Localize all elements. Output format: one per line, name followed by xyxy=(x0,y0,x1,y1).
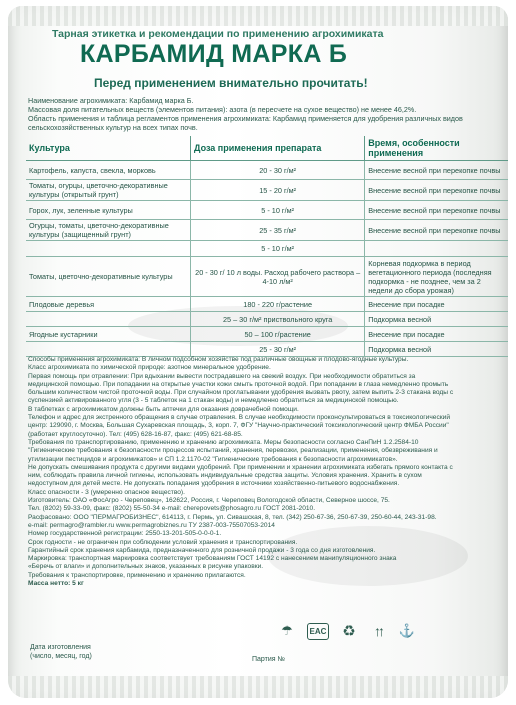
cell-time: Внесение весной при перекопке почвы xyxy=(365,201,508,220)
cell-time xyxy=(365,241,508,257)
cell-dose: 25 - 35 г/м² xyxy=(191,220,365,241)
cell-dose: 20 - 30 г/ 10 л воды. Расход рабочего раствора – 4-10 л/м² xyxy=(191,257,365,297)
body-line: Изготовитель: ОАО «ФосАгро - Череповец», 162622, Россия, г. Череповец Вологодской области, Северное шоссе, 75. xyxy=(28,497,390,505)
body-line: недоступном для детей месте. Не допускать попадания удобрения в источники хозяйственно-питьевого водоснабжения. xyxy=(28,480,400,488)
table-row xyxy=(26,161,508,180)
cell-crop: Горох, лук, зеленные культуры xyxy=(26,201,191,220)
cell-dose: 5 - 10 г/м² xyxy=(191,201,365,220)
table-row xyxy=(26,257,508,297)
body-line: e-mail: permagro@rambler.ru www.permagrobiznes.ru ТУ 2387-003-75507053-2014 xyxy=(28,521,275,529)
table-row xyxy=(26,220,508,241)
fertilizer-bag xyxy=(8,6,508,698)
body-line: Требования по транспортированию, применению и хранению агрохимиката. Меры безопасности согласно СанПиН 1.2.2584-10 xyxy=(28,438,419,446)
table-header-row xyxy=(26,136,508,161)
cell-crop xyxy=(26,342,191,357)
body-line: большим количеством чистой проточной воды. При случайном проглатывании удобрения вызвать рвоту, затем выпить 2-3 стакана воды с xyxy=(28,389,454,397)
body-line: центр: 129090, г. Москва, Большая Сухаревская площадь, 3, корп. 7, ФГУ "Научно-практический токсикологический центр ФМБА России" xyxy=(28,422,449,430)
eac-mark-icon: EAC xyxy=(307,623,329,640)
body-line: Не допускать смешивания продукта с другими видами удобрений. При применении и хранении агрохимиката избегать прямого контакта с xyxy=(28,463,453,471)
cell-crop: Томаты, огурцы, цветочно-декоративные культуры (открытый грунт) xyxy=(26,180,191,201)
top-seam xyxy=(8,6,508,26)
instructions-text xyxy=(28,356,508,588)
body-line: (работает круглосуточно). Тел: (495) 628-16-87, факс: (495) 621-68-85. xyxy=(28,430,243,438)
body-line: Способы применения агрохимиката: В личном подсобном хозяйстве под различные овощные и плодово-ягодные культуры. xyxy=(28,356,409,363)
table-row xyxy=(26,180,508,201)
table-row xyxy=(26,201,508,220)
cell-time: Внесение весной при перекопке почвы xyxy=(365,161,508,180)
cell-crop: Плодовые деревья xyxy=(26,297,191,312)
body-line: Тел. (8202) 59-33-09, факс: (8202) 55-50-34 e-mail: cherepovets@phosagro.ru ГОСТ 2081-2010. xyxy=(28,505,316,513)
read-warning: Перед применением внимательно прочитать! xyxy=(94,76,368,90)
intro-line: Область применения и таблица регламентов применения агрохимиката: Карбамид применяется для удобрения различных видов xyxy=(28,114,463,123)
body-line: Класс опасности - 3 (умеренно опасное вещество). xyxy=(28,488,185,496)
date-label-line: Дата изготовления xyxy=(30,644,91,651)
cell-time: Внесение весной при перекопке почвы xyxy=(365,180,508,201)
intro-line: Массовая доля питательных веществ (элементов питания): азота (в пересчете на сухое вещество) не менее 46,2%. xyxy=(28,105,417,114)
no-hook-icon: ⚓ xyxy=(398,623,416,638)
body-line: Класс агрохимиката по химической природе: азотное минеральное удобрение. xyxy=(28,364,271,372)
body-line: Гарантийный срок хранения карбамида, предназначенного для розничной продажи - 3 года со дня изготовления. xyxy=(28,546,376,554)
cell-dose: 180 - 220 г/растение xyxy=(191,297,365,312)
body-line: Первая помощь при отравлении: При вдыхании вывести пострадавшего на свежий воздух. При необходимости обратиться за xyxy=(28,372,416,380)
cell-dose: 50 – 100 г/растение xyxy=(191,327,365,342)
body-line: «Беречь от влаги» и дополнительных знаков, указанных в рисунке упаковки. xyxy=(28,563,264,571)
cell-dose: 20 - 30 г/м² xyxy=(191,161,365,180)
cell-crop xyxy=(26,312,191,327)
label-subtitle: Тарная этикетка и рекомендации по применению агрохимиката xyxy=(52,28,384,40)
table-row xyxy=(26,241,508,257)
cell-time: Внесение при посадке xyxy=(365,327,508,342)
product-label xyxy=(24,24,501,672)
cell-crop: Картофель, капуста, свекла, морковь xyxy=(26,161,191,180)
cell-dose: 25 - 30 г/м² xyxy=(191,342,365,357)
this-way-up-icon: ↑↑ xyxy=(374,623,382,639)
packaging-icons xyxy=(278,620,416,642)
recycle-icon: ♻ xyxy=(342,623,356,640)
intro-text xyxy=(28,96,508,132)
product-title: КАРБАМИД МАРКА Б xyxy=(80,40,348,68)
header-crop: Культура xyxy=(26,136,191,161)
cell-dose: 25 – 30 г/м² приствольного круга xyxy=(191,312,365,327)
body-line: Номер государственной регистрации: 2550-13-201-505-0-0-0-1. xyxy=(28,530,222,538)
cell-crop xyxy=(26,241,191,257)
manufacture-date-label xyxy=(30,644,92,661)
body-line: В таблетках с агрохимикатом должны быть аптечки для оказания доврачебной помощи. xyxy=(28,405,299,413)
body-line: медицинской помощью. При попадании на открытые участки кожи смыть проточной водой. При попадании в глаза немедленно промыть xyxy=(28,380,449,388)
cell-dose: 15 - 20 г/м² xyxy=(191,180,365,201)
table-row xyxy=(26,297,508,312)
body-line: ним, соблюдать правила личной гигиены, использовать индивидуальные средства защиты. Условия хранения. Хранить в сухом xyxy=(28,472,422,480)
cell-time: Подкормка весной xyxy=(365,312,508,327)
body-line: утилизации пестицидов и агрохимикатов» и СП 1.2.1170-02 "Гигиенические требования к безопасности агрохимикатов». xyxy=(28,455,398,463)
date-label-line: (число, месяц, год) xyxy=(30,652,92,660)
batch-number-label: Партия № xyxy=(252,656,286,663)
cell-time: Корневая подкормка в период вегетационного периода (последняя подкормка - не позднее, чем за 2 недели до сбора урожая) xyxy=(365,257,508,297)
cell-crop: Ягодные кустарники xyxy=(26,327,191,342)
bottom-seam xyxy=(8,676,508,698)
header-time: Время, особенности применения xyxy=(365,136,508,161)
cell-time: Подкормка весной xyxy=(365,342,508,357)
body-line: Требования к транспортировке, применению и хранению прилагаются. xyxy=(28,571,246,579)
cell-crop: Томаты, цветочно-декоративные культуры xyxy=(26,257,191,297)
body-line: Телефон и адрес для экстренного обращения в случае отравления. В случае необходимости проконсультироваться в токсикологический xyxy=(28,414,451,422)
cell-dose: 5 - 10 г/м² xyxy=(191,241,365,257)
intro-line: Наименование агрохимиката: Карбамид марка Б. xyxy=(28,96,194,105)
cell-crop: Огурцы, томаты, цветочно-декоративные культуры (защищенный грунт) xyxy=(26,220,191,241)
umbrella-icon: ☂ xyxy=(281,623,293,638)
body-line: Маркировка: транспортная маркировка соответствует требованиям ГОСТ 14192 с нанесением манипуляционного знака xyxy=(28,555,397,563)
body-line: суспензией активированного угля (3 - 5 таблеток на 1 стакан воды) и немедленно обратиться за медицинской помощью. xyxy=(28,397,399,405)
header-dose: Доза применения препарата xyxy=(191,136,365,161)
body-line: "Гигиенические требования к безопасности процессов испытаний, хранения, перевозки, реализации, применения, обезвреживания и xyxy=(28,447,438,455)
table-row xyxy=(26,312,508,327)
body-line: Масса нетто: 5 кг xyxy=(28,580,84,588)
body-line: Расфасовано: ООО "ПЕРМАГРОБИЗНЕС", 614113, г. Пермь, ул. Сивашская, 8, тел. (342) 250-67-36, 250-67-39, 250-60-44, 243-31-98. xyxy=(28,513,437,521)
body-line: Срок годности - не ограничен при соблюдении условий хранения и транспортирования. xyxy=(28,538,298,546)
dose-table xyxy=(26,136,508,357)
intro-line: сельскохозяйственных культур на всех типах почв. xyxy=(28,123,198,132)
table-row xyxy=(26,342,508,357)
cell-time: Внесение весной при перекопке почвы xyxy=(365,220,508,241)
table-row xyxy=(26,327,508,342)
cell-time: Внесение при посадке xyxy=(365,297,508,312)
